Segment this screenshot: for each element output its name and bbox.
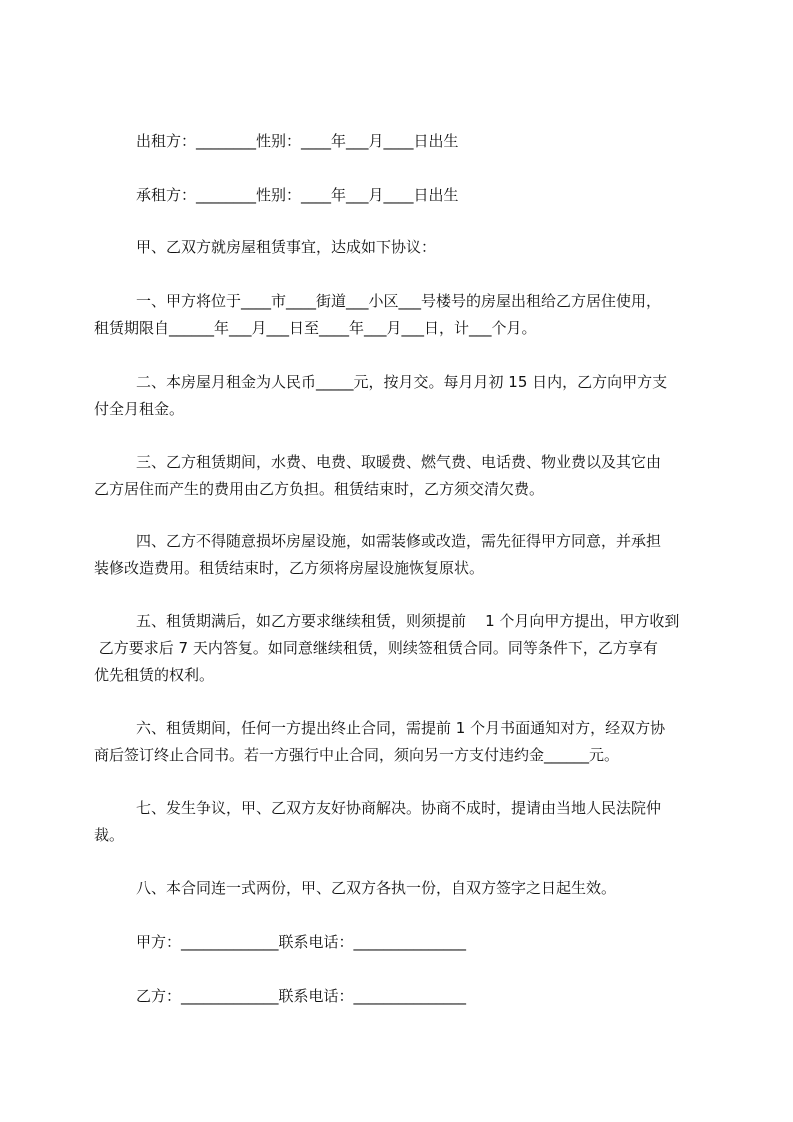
- clause-6-line-2: 商后签订终止合同书。若一方强行中止合同，须向另一方支付违约金______元。: [94, 746, 620, 764]
- clause-8-line-1: 八、本合同连一式两份，甲、乙双方各执一份，自双方签字之日起生效。: [136, 879, 617, 897]
- signature-party-b: 乙方：_____________联系电话：_______________: [136, 987, 467, 1005]
- clause-2-line-1: 二、本房屋月租金为人民币_____元，按月交。每月月初 15 日内，乙方向甲方支: [136, 373, 668, 391]
- clause-3-line-2: 乙方居住而产生的费用由乙方负担。租赁结束时，乙方须交清欠费。: [94, 480, 545, 498]
- clause-3-line-1: 三、乙方租赁期间，水费、电费、取暖费、燃气费、电话费、物业费以及其它由: [136, 453, 662, 471]
- clause-4-line-1: 四、乙方不得随意损坏房屋设施，如需装修或改造，需先征得甲方同意，并承担: [136, 532, 662, 550]
- signature-party-a: 甲方：_____________联系电话：_______________: [136, 933, 467, 951]
- clause-4-line-2: 装修改造费用。租赁结束时，乙方须将房屋设施恢复原状。: [94, 559, 485, 577]
- clause-5-line-1: 五、租赁期满后，如乙方要求继续租赁，则须提前 1 个月向甲方提出，甲方收到: [136, 612, 680, 630]
- clause-5-line-2: 乙方要求后 7 天内答复。如同意继续租赁，则续签租赁合同。同等条件下，乙方享有: [94, 639, 658, 657]
- party-lessee-line: 承租方：________性别：____年___月____日出生: [136, 186, 459, 204]
- clause-6-line-1: 六、租赁期间，任何一方提出终止合同，需提前 1 个月书面通知对方，经双方协: [136, 719, 666, 737]
- party-lessor-line: 出租方：________性别：____年___月____日出生: [136, 132, 459, 150]
- agreement-intro: 甲、乙双方就房屋租赁事宜，达成如下协议：: [136, 238, 437, 256]
- clause-1-line-1: 一、甲方将位于____市____街道___小区___号楼号的房屋出租给乙方居住使用，: [136, 292, 662, 310]
- clause-7-line-2: 裁。: [94, 826, 125, 844]
- clause-5-line-3: 优先租赁的权利。: [94, 666, 215, 684]
- clause-2-line-2: 付全月租金。: [94, 400, 185, 418]
- clause-1-line-2: 租赁期限自______年___月___日至____年___月___日，计___个月。: [94, 319, 537, 337]
- clause-7-line-1: 七、发生争议，甲、乙双方友好协商解决。协商不成时，提请由当地人民法院仲: [136, 799, 662, 817]
